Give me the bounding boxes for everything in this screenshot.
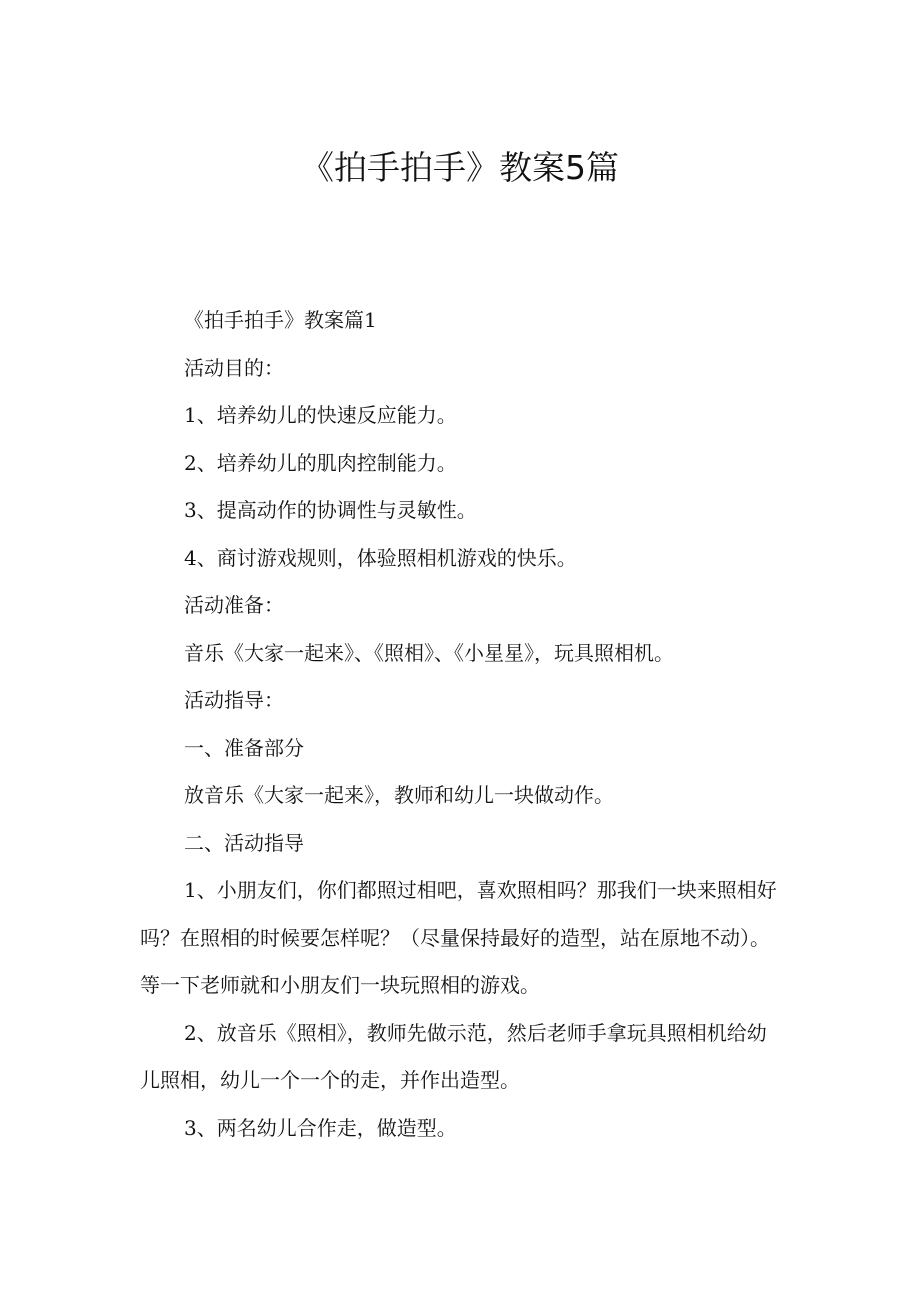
paragraph: 一、准备部分: [184, 735, 304, 760]
paragraph: 3、两名幼儿合作走，做造型。: [184, 1115, 457, 1140]
paragraph: 2、放音乐《照相》，教师先做示范，然后老师手拿玩具照相机给幼儿照相，幼儿一个一个的走，并作出造型。: [140, 1020, 767, 1092]
paragraph: 1、培养幼儿的快速反应能力。: [184, 403, 457, 427]
paragraph: 活动指导：: [184, 688, 284, 712]
paragraph: 活动准备：: [184, 593, 284, 617]
paragraph: 音乐《大家一起来》、《照相》、《小星星》，玩具照相机。: [184, 640, 674, 665]
document-title: 《拍手拍手》教案5篇: [301, 148, 619, 187]
paragraph: 活动目的：: [184, 355, 284, 380]
paragraph: 二、活动指导: [184, 830, 304, 855]
paragraph: 4、商讨游戏规则，体验照相机游戏的快乐。: [184, 545, 577, 570]
paragraph: 2、培养幼儿的肌肉控制能力。: [184, 450, 457, 475]
paragraph: 1、小朋友们，你们都照过相吧，喜欢照相吗？那我们一块来照相好吗？在照相的时候要怎样呢？（尽量保持最好的造型，站在原地不动）。等一下老师就和小朋友们一块玩照相的游戏。: [140, 878, 777, 997]
paragraph: 3、提高动作的协调性与灵敏性。: [184, 498, 477, 522]
section-heading: 《拍手拍手》教案篇1: [184, 308, 377, 332]
paragraph: 放音乐《大家一起来》，教师和幼儿一块做动作。: [184, 783, 614, 807]
document-body: [140, 297, 780, 1152]
